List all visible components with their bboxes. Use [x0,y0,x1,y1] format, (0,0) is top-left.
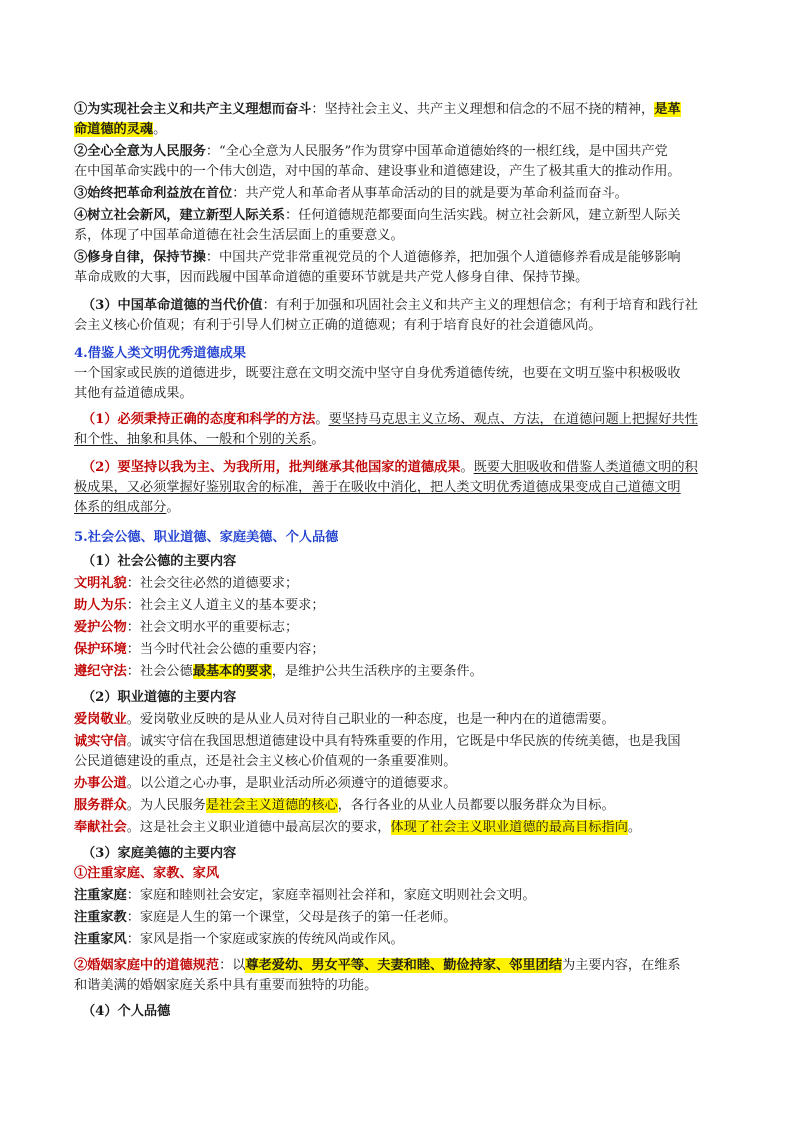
subheading: （1）社会公德的主要内容 [82,554,237,569]
highlighted-text: 命道德的灵魂 [74,122,154,137]
list-item: 注重家教：家庭是人生的第一个课堂，父母是孩子的第一任老师。 [74,910,457,925]
paragraph-line: 其他有益道德成果。 [74,386,193,401]
item-term: 爱护公物 [74,620,127,635]
item-term: 助人为乐 [74,598,127,613]
item-term: ①为实现社会主义和共产主义理想而奋斗 [74,102,312,117]
item-term: 文明礼貌 [74,576,127,591]
paragraph-line: 和谐美满的婚姻家庭关系中具有重要而独特的功能。 [74,978,378,993]
item-term: 注重家风 [74,932,127,947]
item-term: ②全心全意为人民服务 [74,144,206,159]
subheading: （2）职业道德的主要内容 [82,690,237,705]
underlined-text: 既要大胆吸收和借鉴人类道德文明的积 [473,460,698,475]
paragraph-line: （1）必须秉持正确的态度和科学的方法。要坚持马克思主义立场、观点、方法，在道德问题上把握好共性 [82,412,698,427]
underlined-text: 要坚持马克思主义立场、观点、方法，在道德问题上把握好共性 [328,412,698,427]
paragraph-line: 命道德的灵魂。 [74,122,167,137]
item-term: 注重家庭 [74,888,127,903]
list-item: 爱岗敬业。爱岗敬业反映的是从业人员对待自己职业的一种态度，也是一种内在的道德需要。 [74,712,615,727]
list-item: 爱护公物：社会文明水平的重要标志； [74,620,299,635]
subheading: （3）中国革命道德的当代价值 [82,298,263,313]
red-subheading: （2）要坚持以我为主、为我所用，批判继承其他国家的道德成果 [82,460,461,475]
list-item: 办事公道。以公道之心办事，是职业活动所必须遵守的道德要求。 [74,776,457,791]
paragraph-line: ②全心全意为人民服务：“全心全意为人民服务”作为贯穿中国革命道德始终的一根红线，是中国共产党 [74,144,668,159]
highlighted-text: 是革 [654,102,681,117]
paragraph-line: 在中国革命实践中的一个伟大创造，对中国的革命、建设事业和道德建设，产生了极其重大的推动作用。 [74,164,681,179]
paragraph-line: ①为实现社会主义和共产主义理想而奋斗：坚持社会主义、共产主义理想和信念的不屈不挠的精神，是革 [74,102,681,117]
item-term: 保护环境 [74,642,127,657]
list-item: 保护环境：当今时代社会公德的重要内容； [74,642,325,657]
subheading: （3）家庭美德的主要内容 [82,846,237,861]
highlighted-text: 是社会主义道德的核心 [205,798,338,813]
item-term: 服务群众 [74,798,127,813]
item-term: 办事公道 [74,776,127,791]
item-term: 遵纪守法 [74,664,127,679]
paragraph-line: 公民道德建设的重点，还是社会主义核心价值观的一条重要准则。 [74,754,457,769]
list-item: 奉献社会。这是社会主义职业道德中最高层次的要求，体现了社会主义职业道德的最高目标指向。 [74,820,642,835]
red-subheading: ①注重家庭、家教、家风 [74,866,220,881]
list-item: 遵纪守法：社会公德最基本的要求，是维护公共生活秩序的主要条件。 [74,664,483,679]
paragraph-line: （2）要坚持以我为主、为我所用，批判继承其他国家的道德成果。既要大胆吸收和借鉴人类道德文明的积 [82,460,698,475]
subheading: （4）个人品德 [82,1004,171,1019]
list-item: 服务群众。为人民服务是社会主义道德的核心，各行各业的从业人员都要以服务群众为目标。 [74,798,615,813]
list-item: 注重家庭：家庭和睦则社会安定，家庭幸福则社会祥和，家庭文明则社会文明。 [74,888,536,903]
underlined-text: 和个性、抽象和具体、一般和个别的关系 [74,432,312,447]
underlined-text: 体系的组成部分 [74,500,167,515]
paragraph-line: 革命成败的大事，因而践履中国革命道德的重要环节就是共产党人修身自律、保持节操。 [74,270,589,285]
section-heading: 4.借鉴人类文明优秀道德成果 [74,346,247,361]
paragraph-line: 一个国家或民族的道德进步，既要注意在文明交流中坚守自身优秀道德传统，也要在文明互鉴中积极吸收 [74,366,681,381]
section-heading: 5.社会公德、职业道德、家庭美德、个人品德 [74,530,339,545]
paragraph-line: ⑤修身自律，保持节操：中国共产党非常重视党员的个人道德修养，把加强个人道德修养看成是能够影响 [74,250,681,265]
item-term: 注重家教 [74,910,127,925]
paragraph-line: 系，体现了中国革命道德在社会生活层面上的重要意义。 [74,228,404,243]
list-item: 诚实守信。诚实守信在我国思想道德建设中具有特殊重要的作用，它既是中华民族的传统美德，也是我国 [74,734,681,749]
paragraph-line: ③始终把革命利益放在首位：共产党人和革命者从事革命活动的目的就是要为革命利益而奋斗。 [74,186,628,201]
list-item: 文明礼貌：社会交往必然的道德要求； [74,576,299,591]
highlighted-text: 体现了社会主义职业道德的最高目标指向 [390,820,628,835]
item-term: 奉献社会 [74,820,127,835]
item-term: ③始终把革命利益放在首位 [74,186,233,201]
paragraph-line: ④树立社会新风，建立新型人际关系：任何道德规范都要面向生活实践。树立社会新风，建立新型人际关 [74,208,681,223]
paragraph-line: 会主义核心价值观；有利于引导人们树立正确的道德观；有利于培育良好的社会道德风尚。 [74,318,602,333]
paragraph-line: 体系的组成部分。 [74,500,180,515]
item-term: 爱岗敬业 [74,712,127,727]
item-term: ⑤修身自律，保持节操 [74,250,206,265]
list-item: 助人为乐：社会主义人道主义的基本要求； [74,598,325,613]
underlined-text: 极成果，又必须掌握好鉴别取舍的标准，善于在吸收中消化，把人类文明优秀道德成果变成自己道德文明 [74,480,681,495]
paragraph-line [74,479,734,497]
item-term: 诚实守信 [74,734,127,749]
red-subheading: （1）必须秉持正确的态度和科学的方法 [82,412,316,427]
item-term: ④树立社会新风，建立新型人际关系 [74,208,285,223]
red-subheading: ②婚姻家庭中的道德规范 [74,958,220,973]
paragraph-line: ②婚姻家庭中的道德规范：以尊老爱幼、男女平等、夫妻和睦、勤俭持家、邻里团结为主要内容，在维系 [74,958,681,973]
paragraph-line: （3）中国革命道德的当代价值：有利于加强和巩固社会主义和共产主义的理想信念；有利于培育和践行社 [82,298,698,313]
highlighted-text: 最基本的要求 [192,664,272,679]
highlighted-text: 尊老爱幼、男女平等、夫妻和睦、勤俭持家、邻里团结 [245,958,562,973]
list-item: 注重家风：家风是指一个家庭或家族的传统风尚或作风。 [74,932,404,947]
paragraph-line: 和个性、抽象和具体、一般和个别的关系。 [74,432,325,447]
